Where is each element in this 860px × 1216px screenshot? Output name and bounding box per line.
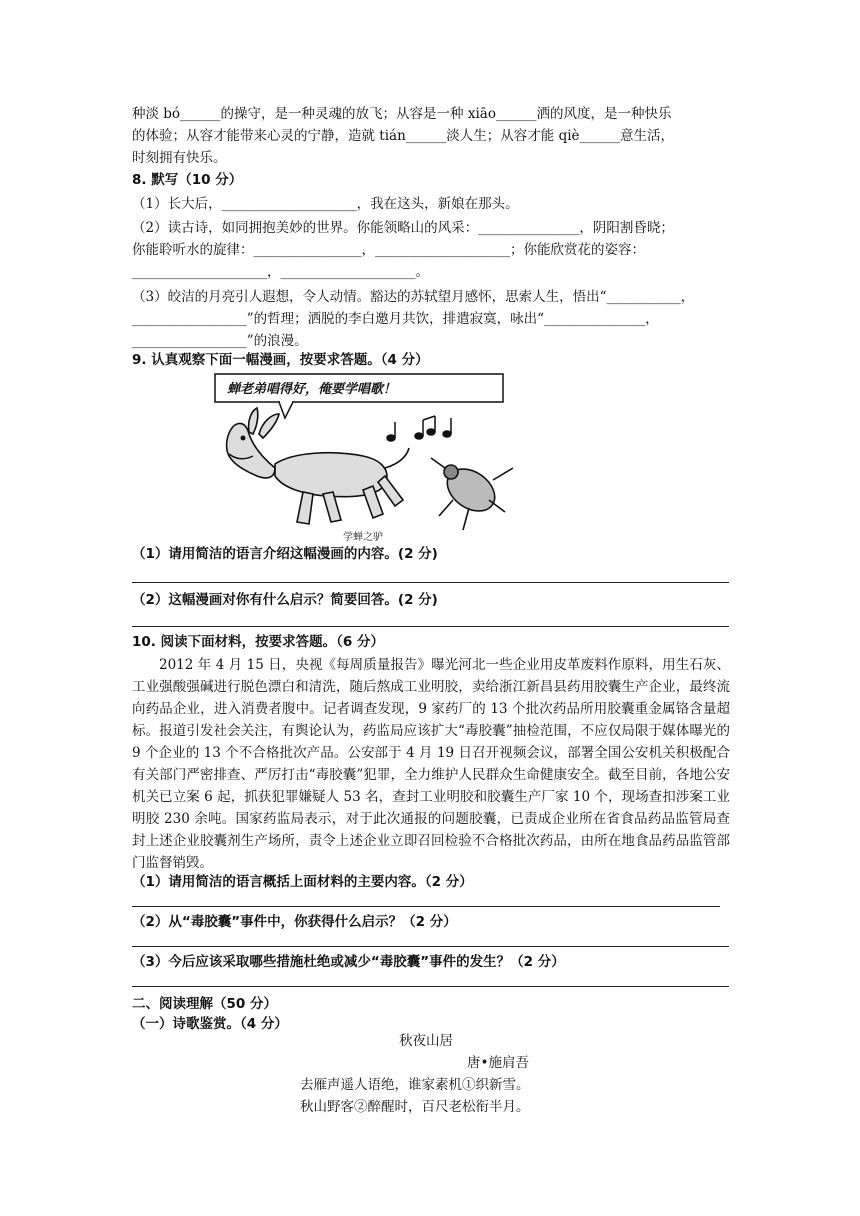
q10-sub-2: （2）从“毒胶囊”事件中，你获得什么启示？（2 分） xyxy=(132,914,457,930)
q8-item-1: （1）长大后，____________________，我在这头，新娘在那头。 xyxy=(132,196,519,212)
q9-heading: 9. 认真观察下面一幅漫画，按要求答题。（4 分） xyxy=(132,352,429,368)
poem-line-1: 去雁声遥人语绝，谁家素机①织新雪。 xyxy=(300,1077,530,1093)
q8-item-3c: _________________”的浪漫。 xyxy=(132,333,308,349)
q10-sub-3: （3）今后应该采取哪些措施杜绝或减少“毒胶囊”事件的发生？（2 分） xyxy=(132,954,565,970)
q8-item-3b: _________________”的哲理；洒脱的李白邀月共饮，排遣寂寞，咏出“_______________， xyxy=(132,311,659,327)
cartoon-donkey-cicada xyxy=(213,372,543,544)
subsection-heading: （一）诗歌鉴赏。（4 分） xyxy=(132,1016,288,1032)
answer-line xyxy=(132,626,729,627)
q9-sub-1: （1）请用简洁的语言介绍这幅漫画的内容。(2 分) xyxy=(132,546,438,562)
answer-line xyxy=(132,906,720,907)
q8-heading: 8. 默写（10 分） xyxy=(132,172,243,188)
q10-passage: 2012 年 4 月 15 日，央视《每周质量报告》曝光河北一些企业用皮革废料作原料，用生石灰、工业强酸强碱进行脱色漂白和清洗，随后熬成工业明胶，卖给浙江新昌县药用胶囊生产企业，最终流向药品企业，进入消费者腹中。记者调查发现，9 家药厂的 13 个批次药品所用胶囊重金属铬含量超标。报道引发社会关注，有舆论认为，药监局应该扩大“毒胶囊”抽检范围，不应仅局限于媒体曝光的 9 个企业的 13 个不合格批次产品。公安部于 4 月 19 日召开视频会议，部署全国公安机关积极配合有关部门严密排查、严厉打击“毒胶囊”犯罪，全力维护人民群众生命健康安全。截至目前，各地公安机关已立案 6 起，抓获犯罪嫌疑人 53 名，查封工业明胶和胶囊生产厂家 10 个，现场查扣涉案工业明胶 230 余吨。国家药监局表示，对于此次通报的问题胶囊，已责成企业所在省食品药品监管局查封上述企业胶囊剂生产场所，责令上述企业立即召回检验不合格批次药品，由所在地食品药品监管部门监督销毁。 xyxy=(132,657,730,871)
line-q7-1: 种淡 bó______的操守，是一种灵魂的放飞；从容是一种 xiāo______洒的风度，是一种快乐 xyxy=(132,106,672,122)
q10-sub-1: （1）请用简洁的语言概括上面材料的主要内容。（2 分） xyxy=(132,874,473,890)
q8-item-2c: ____________________，____________________。 xyxy=(132,264,429,280)
answer-line xyxy=(132,582,729,583)
poem-author: 唐•施肩吾 xyxy=(467,1055,529,1071)
q8-item-2b: 你能聆听水的旋律：________________，____________________；你能欣赏花的姿容： xyxy=(132,242,645,258)
cartoon-caption: 学蝉之驴 xyxy=(343,532,383,543)
section-heading: 二、阅读理解（50 分） xyxy=(132,996,277,1012)
q8-item-2a: （2）读古诗，如同拥抱美妙的世界。你能领略山的风采：_______________，阴阳割昏晓； xyxy=(132,220,674,236)
answer-line xyxy=(132,986,729,987)
line-q7-2: 的体验；从容才能带来心灵的宁静，造就 tián______淡人生；从容才能 qiè______意生活， xyxy=(132,128,675,144)
speech-bubble-text: 蝉老弟唱得好，俺要学唱歌！ xyxy=(227,382,397,397)
q8-item-3a: （3）皎洁的月亮引人遐想，令人动情。豁达的苏轼望月感怀，思索人生，悟出“___________， xyxy=(132,289,695,305)
q9-sub-2: （2）这幅漫画对你有什么启示？简要回答。(2 分) xyxy=(132,592,438,608)
q10-heading: 10. 阅读下面材料，按要求答题。（6 分） xyxy=(132,634,384,650)
line-q7-3: 时刻拥有快乐。 xyxy=(132,150,227,166)
poem-title: 秋夜山居 xyxy=(399,1033,453,1049)
answer-line xyxy=(132,946,729,947)
poem-line-2: 秋山野客②醉醒时，百尺老松衔半月。 xyxy=(300,1099,530,1115)
